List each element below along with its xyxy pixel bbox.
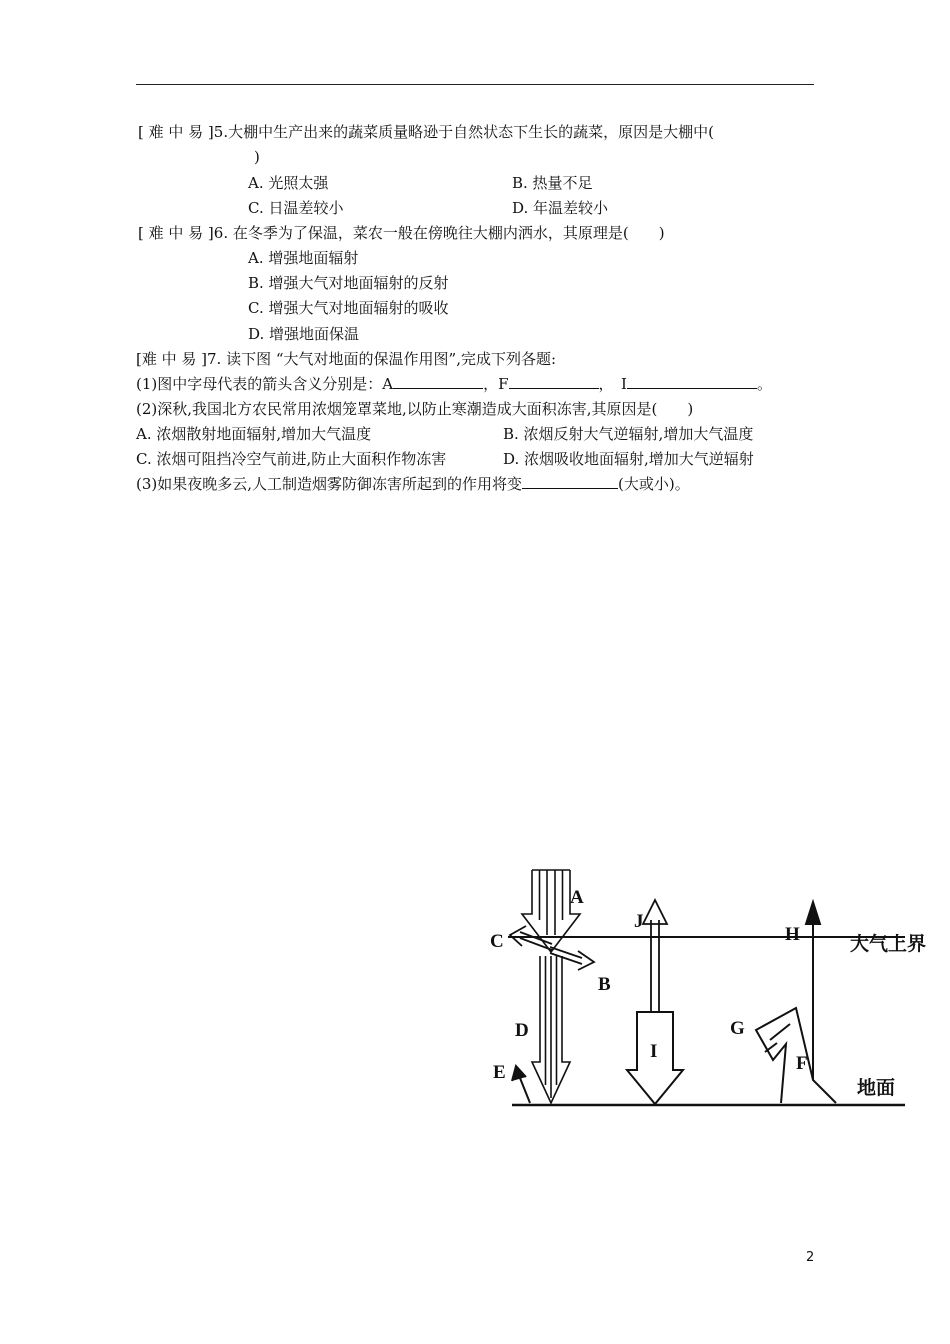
label-e: E [493,1062,506,1083]
q6-option-c: C. 增强大气对地面辐射的吸收 [248,299,449,317]
arrow-a [522,870,580,952]
arrow-e [512,1066,530,1103]
q7-option-d: D. 浓烟吸收地面辐射,增加大气逆辐射 [503,450,754,468]
q7-option-c: C. 浓烟可阻挡冷空气前进,防止大面积作物冻害 [136,450,447,468]
arrow-j [643,900,667,1012]
q5-option-a: A. 光照太强 [248,174,329,192]
label-h: H [785,924,800,945]
page-number: 2 [806,1250,815,1265]
q7-part2-stem: (2)深秋,我国北方农民常用浓烟笼罩菜地,以防止寒潮造成大面积冻害,其原因是( ) [136,400,694,418]
label-d: D [515,1020,529,1041]
label-a: A [570,887,584,908]
q7-part3-prefix: (3)如果夜晚多云,人工制造烟雾防御冻害所起到的作用将变 [136,475,523,493]
q7-option-a: A. 浓烟散射地面辐射,增加大气温度 [136,425,372,443]
label-c: C [490,931,504,952]
q7-part1-i: ， I [598,375,627,393]
label-j: J [634,911,644,932]
q5-option-d: D. 年温差较小 [512,199,609,217]
label-i: I [650,1041,658,1062]
q7-part1-end: 。 [756,375,772,393]
q6-option-d: D. 增强地面保温 [248,325,360,343]
label-b: B [598,974,611,995]
q7-part3-suffix: (大或小)。 [618,475,690,493]
q5-stem-end: ) [254,148,260,166]
q7-part1-prefix: (1)图中字母代表的箭头含义分别是：A [136,375,394,393]
q6-option-a: A. 增强地面辐射 [248,249,359,267]
label-f: F [796,1053,808,1074]
q6-stem: [ 难 中 易 ]6. 在冬季为了保温，菜农一般在傍晚往大棚内洒水，其原理是( ) [138,224,665,242]
q7-stem: [难 中 易 ]7. 读下图 “大气对地面的保温作用图”,完成下列各题: [136,350,557,368]
arrow-h [806,902,820,1080]
label-ground: 地面 [857,1077,896,1099]
q5-stem: [ 难 中 易 ]5.大棚中生产出来的蔬菜质量略逊于自然状态下生长的蔬菜，原因是大棚中( [138,123,714,141]
label-atmosphere-top: 大气上界 [850,933,927,955]
q5-option-c: C. 日温差较小 [248,199,344,217]
label-g: G [730,1018,745,1039]
q6-option-b: B. 增强大气对地面辐射的反射 [248,274,449,292]
q7-option-b: B. 浓烟反射大气逆辐射,增加大气温度 [503,425,754,443]
arrow-d [532,956,570,1103]
q7-part1-f: ，F [483,375,509,393]
q5-option-b: B. 热量不足 [512,174,593,192]
